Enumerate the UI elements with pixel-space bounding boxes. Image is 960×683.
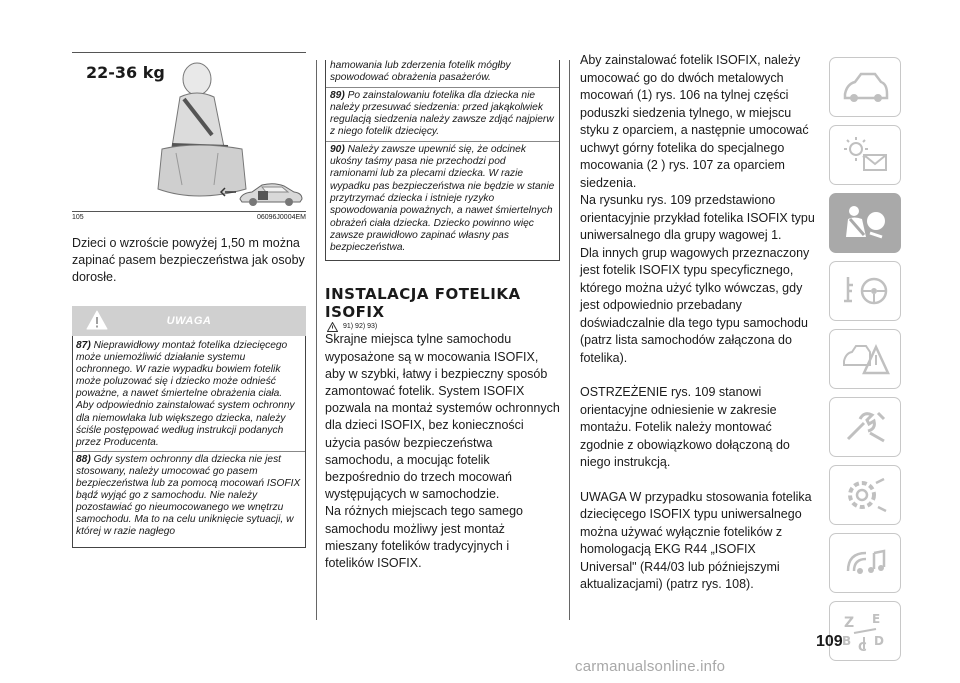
svg-text:C: C: [858, 640, 867, 653]
nav-technical-data[interactable]: [829, 465, 901, 525]
warning-item-89: 89) Po zainstalowaniu fotelika dla dziecka nie należy przesuwać siedzenia: przed jakąkolwiek regulacją siedzenia należy zawsze zdjąć najpierw z niego fotelik dziecięcy.: [330, 89, 554, 138]
middle-column: [325, 60, 560, 572]
warning-title: UWAGA: [166, 315, 212, 327]
left-column: [72, 52, 306, 548]
airbag-safety-icon: [840, 203, 890, 243]
nav-warning-lights[interactable]: [829, 125, 901, 185]
warning-header: [72, 306, 306, 336]
emergency-triangle-icon: [840, 339, 890, 379]
car-outline-icon: [238, 181, 304, 207]
paragraph-2: Na rysunku rys. 109 przedstawiono orientacyjnie przykład fotelika ISOFIX typu uniwersalnego dla grupy wagowej 1.: [580, 193, 815, 242]
svg-text:Z: Z: [844, 615, 855, 631]
page-number: 109: [816, 633, 843, 650]
small-warning-icon: [327, 322, 338, 332]
alphabetical-index-icon: [840, 609, 890, 653]
chapter-navigation: [829, 57, 901, 669]
maintenance-tools-icon: [840, 407, 890, 447]
section-title: INSTALACJA FOTELIKA ISOFIX: [325, 285, 521, 322]
warning-item-90: 90) Należy zawsze upewnić się, że odcinek ukośny taśmy pasa nie przechodzi pod ramionami lub za plecami dziecka. W razie wypadku pas bezpieczeństwa nie będzie w stanie przytrzymać dziecka i istnieje ryzyko spowodowania poważnych, a nawet śmiertelnych obrażeń ciała dziecka. Dziecko powinno więc zawsze prawidłowo zapinać własny pas bezpieczeństwa.: [330, 143, 555, 254]
figure-code: 06096J0004EM: [256, 214, 306, 221]
car-dashboard-icon: [841, 70, 889, 104]
svg-text:B: B: [842, 634, 852, 648]
column-divider: [569, 60, 570, 620]
key-steering-icon: [840, 271, 890, 311]
paragraph-4: OSTRZEŻENIE rys. 109 stanowi orientacyjne odniesienie w zakresie montażu. Fotelik należy montować zgodnie z obowiązkowo dołączoną do niego instrukcją.: [580, 385, 790, 469]
technical-data-icon: [840, 475, 890, 515]
nav-safety[interactable]: [829, 193, 901, 253]
section-body: Skrajne miejsca tylne samochodu wyposażone są w mocowania ISOFIX, aby w szybki, łatwy i bezpieczny sposób zamontować fotelik. System ISOFIX pozwala na montaż systemów ochronnych dla dzieci ISOFIX, bez konieczności użycia pasów bezpieczeństwa samochodu, a mocując fotelik bezpośrednio do trzech mocowań występujących w samochodzie. Na różnych miejscach tego samego samochodu możliwy jest montaż mieszany fotelików tradycyjnych i fotelików ISOFIX.: [325, 332, 560, 571]
paragraph-5: UWAGA W przypadku stosowania fotelika dziecięcego ISOFIX typu uniwersalnego można używać wyłącznie fotelików z homologacją EKG R44 „ISOFIX Universal" (R44/03 lub późniejszymi aktualizacjami) (patrz rys. 108).: [580, 489, 812, 591]
forward-arrow-icon: [220, 187, 236, 197]
warning-lead: hamowania lub zderzenia fotelik mógłby spowodować obrażenia pasażerów.: [330, 60, 511, 84]
svg-text:D: D: [874, 634, 884, 648]
paragraph-3: Dla innych grup wagowych przeznaczony jest fotelik ISOFIX typu specyficznego, którego można użyć tylko wówczas, gdy jest odpowiednio przebadany doświadczalnie dla tego typu samochodu (patrz lista samochodów załączona do fotelika).: [580, 245, 810, 365]
weight-group-label: 22-36 kg: [86, 63, 165, 82]
column-divider: [316, 60, 317, 620]
multimedia-icon: [840, 543, 890, 583]
nav-emergency[interactable]: [829, 329, 901, 389]
paragraph-1: Aby zainstalować fotelik ISOFIX, należy umocować go do dwóch metalowych mocowań (1) rys. 106 na tylnej części poduszki siedzenia tylnego, w miejscu styku z oparciem, a następnie umocować uchwyt górny fotelika do specjalnego mocowania (2 ) rys. 107 za oparciem siedzenia.: [580, 53, 809, 190]
nav-index[interactable]: [829, 601, 901, 661]
nav-maintenance[interactable]: [829, 397, 901, 457]
warning-item-88: 88) Gdy system ochronny dla dziecka nie jest stosowany, należy umocować go pasem bezpieczeństwa lub za pomocą mocowań ISOFIX bądź wyjąć go z samochodu. Nie należy pozostawiać go nieumocowanego we wnętrzu samochodu. Ma to na celu uniknięcie sytuacji, w której w razie nagłego: [76, 453, 301, 538]
intro-paragraph: Dzieci o wzroście powyżej 1,50 m można zapinać pasem bezpieczeństwa jak osoby dorosłe.: [72, 236, 305, 284]
section-refs: 91) 92) 93): [343, 323, 560, 330]
warning-lights-icon: [840, 135, 890, 175]
nav-car-dashboard[interactable]: [829, 57, 901, 117]
nav-multimedia[interactable]: [829, 533, 901, 593]
warning-box: [72, 336, 306, 548]
figure-caption: [72, 211, 306, 221]
warning-continuation: [325, 60, 560, 261]
right-column: [580, 52, 815, 594]
warning-item-87: 87) Nieprawidłowy montaż fotelika dziecięcego może uniemożliwić działanie systemu ochronnego. W razie wypadku bowiem fotelik może poluzować się i dziecko może odnieść poważne, a nawet śmiertelne obrażenia ciała. Aby odpowiednio zainstalować system ochronny dla niemowlaka lub większego dziecka, należy ściśle postępować według instrukcji podanych przez Producenta.: [76, 340, 295, 448]
watermark: carmanualsonline.info: [575, 658, 726, 675]
svg-text:E: E: [872, 612, 881, 626]
figure-105: [72, 52, 306, 211]
nav-starting-driving[interactable]: [829, 261, 901, 321]
figure-number: 105: [72, 214, 84, 221]
